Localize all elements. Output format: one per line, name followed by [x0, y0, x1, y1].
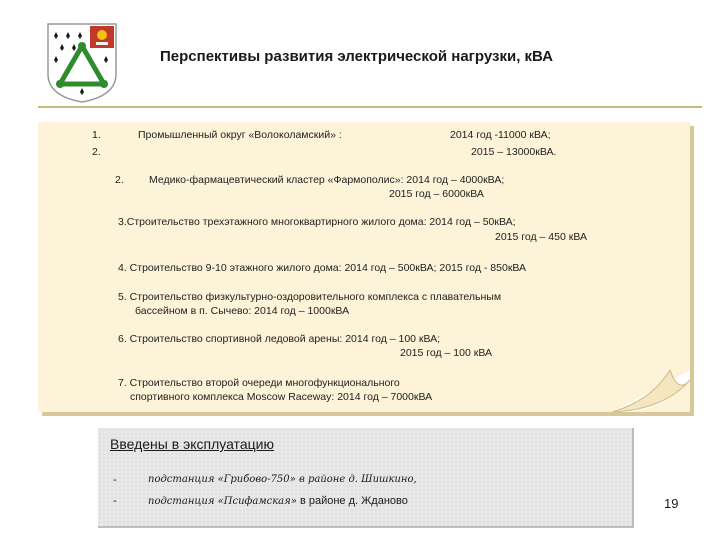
commissioned-item-2-name: подстанция «Псифамская»: [148, 496, 297, 507]
item-number: 1.: [92, 129, 101, 141]
commissioned-item-2: [148, 495, 408, 507]
item-7-line-1: 7. Строительство второй очереди многофункционального: [118, 377, 400, 389]
page-number: 19: [664, 496, 679, 511]
item-1-value-2014: 2014 год -11000 кВА;: [450, 129, 551, 141]
item-4-line-1: 4. Строительство 9-10 этажного жилого дома: 2014 год – 500кВА; 2015 год - 850кВА: [118, 262, 527, 274]
item-number: 2.: [92, 146, 101, 158]
item-number: 2.: [115, 174, 124, 186]
item-1-value-2015: 2015 – 13000кВА.: [471, 146, 557, 158]
item-3-line-2: 2015 год – 450 кВА: [495, 231, 587, 243]
item-3-line-1: 3.Строительство трехэтажного многоквартирного жилого дома: 2014 год – 50кВА;: [118, 216, 516, 228]
bullet-dash: -: [113, 495, 117, 507]
item-1-label: Промышленный округ «Волоколамский» :: [138, 129, 342, 141]
title-divider: [38, 106, 702, 108]
item-5-line-2: бассейном в п. Сычево: 2014 год – 1000кВА: [135, 305, 350, 317]
bullet-dash: -: [113, 474, 117, 486]
item-2-line-1: Медико-фармацевтический кластер «Фармополис»: 2014 год – 4000кВА;: [149, 174, 505, 186]
page-curl-decoration: [612, 370, 690, 412]
item-7-line-2: спортивного комплекса Moscow Raceway: 2014 год – 7000кВА: [130, 391, 433, 403]
item-6-line-1: 6. Строительство спортивной ледовой арены: 2014 год – 100 кВА;: [118, 333, 441, 345]
commissioned-item-1: подстанция «Грибово-750» в районе д. Шишкино,: [148, 474, 417, 485]
item-5-line-1: 5. Строительство физкультурно-оздоровительного комплекса с плавательным: [118, 291, 502, 303]
coat-of-arms-logo: [46, 22, 118, 104]
item-6-line-2: 2015 год – 100 кВА: [400, 347, 492, 359]
item-2-line-2: 2015 год – 6000кВА: [389, 188, 484, 200]
page-title: Перспективы развития электрической нагрузки, кВА: [160, 48, 553, 65]
commissioned-item-2-location: в районе д. Жданово: [296, 495, 408, 507]
commissioned-title: Введены в эксплуатацию: [110, 436, 274, 452]
